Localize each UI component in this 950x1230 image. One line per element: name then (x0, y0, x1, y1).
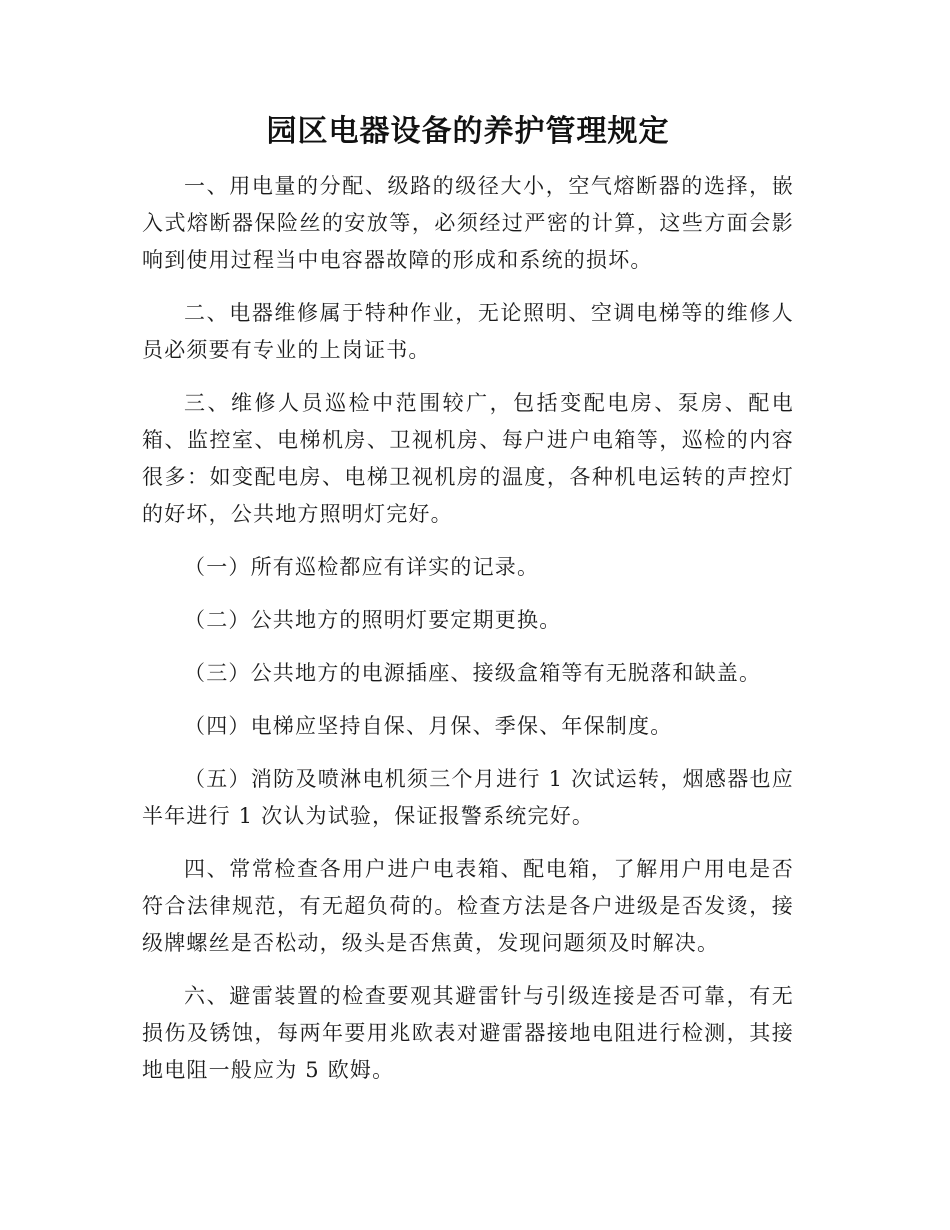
sub-item-3: （三）公共地方的电源插座、接级盒箱等有无脱落和缺盖。 (184, 661, 762, 685)
paragraph-2: 二、电器维修属于特种作业，无论照明、空调电梯等的维修人员必须要有专业的上岗证书。 (142, 301, 794, 362)
sub-item-4: （四）电梯应坚持自保、月保、季保、年保制度。 (184, 714, 673, 738)
paragraph-1: 一、用电量的分配、级路的级径大小，空气熔断器的选择，嵌入式熔断器保险丝的安放等，必须经过严密的计算，这些方面会影响到使用过程当中电容器故障的形成和系统的损坏。 (142, 174, 794, 272)
sub-item-1: （一）所有巡检都应有详实的记录。 (184, 555, 540, 579)
document-title: 园区电器设备的养护管理规定 (266, 114, 670, 149)
sub-item-2: （二）公共地方的照明灯要定期更换。 (184, 608, 562, 632)
paragraph-4: 四、常常检查各用户进户电表箱、配电箱，了解用户用电是否符合法律规范，有无超负荷的。检查方法是各户进级是否发烫，接级牌螺丝是否松动，级头是否焦黄，发现问题须及时解决。 (142, 857, 794, 955)
document-body (142, 108, 794, 1105)
sub-item-5: （五）消防及喷淋电机须三个月进行 1 次试运转，烟感器也应半年进行 1 次认为试验，保证报警系统完好。 (142, 767, 794, 828)
paragraph-6: 六、避雷装置的检查要观其避雷针与引级连接是否可靠，有无损伤及锈蚀，每两年要用兆欧表对避雷器接地电阻进行检测，其接地电阻一般应为 5 欧姆。 (142, 984, 794, 1082)
paragraph-3: 三、维修人员巡检中范围较广，包括变配电房、泵房、配电箱、监控室、电梯机房、卫视机房、每户进户电箱等，巡检的内容很多：如变配电房、电梯卫视机房的温度，各种机电运转的声控灯的好坏，公共地方照明灯完好。 (142, 391, 794, 526)
